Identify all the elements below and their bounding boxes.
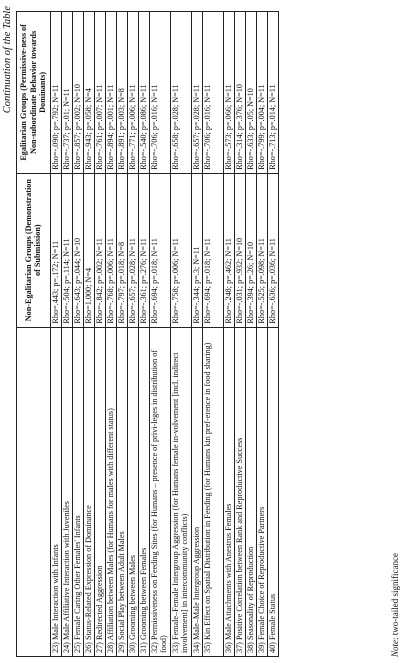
non-egalitarian-cell: Rho=-.525; p=.098; N=11 <box>256 173 267 327</box>
egalitarian-cell: Rho=-.713; p=.014; N=11 <box>267 12 278 174</box>
table-row <box>105 12 116 657</box>
table-row <box>138 12 149 657</box>
non-egalitarian-cell: Rho=-.361; p=.276; N=11 <box>138 173 149 327</box>
non-egalitarian-cell: Rho=-.768; p=.006; N=11 <box>105 173 116 327</box>
note-text: : two-tailed significance <box>390 553 400 640</box>
table-row <box>245 12 256 657</box>
egalitarian-cell: Rho=-.737; p=.01; N=11 <box>61 12 72 174</box>
behavior-cell: 30) Grooming between Males <box>127 327 138 656</box>
behavior-cell: 26) Status-Related Expression of Dominance <box>83 327 94 656</box>
egalitarian-cell: Rho=-.799; p=.004; N=11 <box>256 12 267 174</box>
table-row <box>267 12 278 657</box>
egalitarian-cell: Rho=-.633; p=.05; N=10 <box>245 12 256 174</box>
behavior-cell: 29) Social Play between Adult Males <box>116 327 127 656</box>
non-egalitarian-cell: Rho=-.031; p=.932; N=10 <box>234 173 245 327</box>
non-egalitarian-cell: Rho=.443; p=.172; N=11 <box>50 173 61 327</box>
egalitarian-cell: Rho=-.573; p=.066; N=11 <box>223 12 234 174</box>
behavior-cell: 39) Female Choice of Reproductive Partners <box>256 327 267 656</box>
non-egalitarian-cell: Rho=-.694; p=.018; N=11 <box>149 173 170 327</box>
continuation-label: Continuation of the Table <box>2 6 13 114</box>
egalitarian-cell: Rho=-.314; p=.376; N=10 <box>234 12 245 174</box>
table-row <box>191 12 202 657</box>
behavior-cell: 35) Kin Effect on Spatial Distribution in Feeding (for Humans kin pref-erence in food sharing) <box>202 327 223 656</box>
correlation-table <box>16 11 279 657</box>
behavior-cell: 23) Male Interaction with Infants <box>50 327 61 656</box>
table-row <box>94 12 105 657</box>
header-behavior <box>17 327 51 656</box>
table-row <box>72 12 83 657</box>
non-egalitarian-cell: Rho=-.394; p=.26; N=10 <box>245 173 256 327</box>
non-egalitarian-cell: Rho=-.694; p=.018; N=11 <box>202 173 223 327</box>
egalitarian-cell: Rho=-.771; p=.006; N=11 <box>127 12 138 174</box>
non-egalitarian-cell: Rho=-.657; p=.028; N=11 <box>127 173 138 327</box>
table-row <box>83 12 94 657</box>
egalitarian-cell: Rho=-.540; p=.086; N=11 <box>138 12 149 174</box>
behavior-cell: 37) Positive Correlation between Rank and Reproductive Success <box>234 327 245 656</box>
behavior-cell: 31) Grooming between Females <box>138 327 149 656</box>
table-header-row <box>17 12 51 657</box>
behavior-cell: 33) Female–Female Intergroup Aggression (for Humans female in-volvement [incl. indirect involvement] in intercommunity conflicts) <box>170 327 191 656</box>
egalitarian-cell: Rho=-.658; p=.028; N=11 <box>170 12 191 174</box>
egalitarian-cell: Rho=-.761; p=.007; N=11 <box>94 12 105 174</box>
egalitarian-cell: Rho=-.894; p=.001; N=11 <box>105 12 116 174</box>
header-egalitarian: Egalitarian Groups (Permissive-ness of Non-subordinate Behavior towards Dominants) <box>17 12 51 174</box>
non-egalitarian-cell: Rho=-.643; p=.044; N=10 <box>72 173 83 327</box>
header-non-egalitarian: Non-Egalitarian Groups (Demonstration of Submission) <box>17 173 51 327</box>
table-row <box>149 12 170 657</box>
table-row <box>234 12 245 657</box>
egalitarian-cell: Rho=-.706; p=.016; N=11 <box>149 12 170 174</box>
table-body <box>50 12 278 657</box>
behavior-cell: 36) Male Attachments with Anestrus Females <box>223 327 234 656</box>
table-row <box>202 12 223 657</box>
behavior-cell: 24) Male Affiliative Interaction with Juveniles <box>61 327 72 656</box>
non-egalitarian-cell: Rho=-.842; p=.002; N=11 <box>94 173 105 327</box>
table-row <box>127 12 138 657</box>
table-row <box>116 12 127 657</box>
non-egalitarian-cell: Rho=-.636; p=.036; N=11 <box>267 173 278 327</box>
egalitarian-cell: Rho=-.657; p=.028; N=11 <box>191 12 202 174</box>
egalitarian-cell: Rho=-.090; p=.792; N=11 <box>50 12 61 174</box>
non-egalitarian-cell: Rho=-.344; p=.3; N=11 <box>191 173 202 327</box>
egalitarian-cell: Rho=-.857; p=.002; N=10 <box>72 12 83 174</box>
table-row <box>223 12 234 657</box>
egalitarian-cell: Rho=-.706; p=.016; N=11 <box>202 12 223 174</box>
table-row <box>256 12 267 657</box>
behavior-cell: 40) Female Status <box>267 327 278 656</box>
behavior-cell: 28) Affiliation between Males (for Humans for males with different status) <box>105 327 116 656</box>
non-egalitarian-cell: Rho=1.000; N=4 <box>83 173 94 327</box>
behavior-cell: 25) Female Caring Other Females' Infants <box>72 327 83 656</box>
non-egalitarian-cell: Rho=-.758; p=.006; N=11 <box>170 173 191 327</box>
note-label: Note <box>390 640 400 657</box>
non-egalitarian-cell: Rho=-.504; p=.114; N=11 <box>61 173 72 327</box>
table-note <box>390 553 400 657</box>
non-egalitarian-cell: Rho=-.248; p=.462; N=11 <box>223 173 234 327</box>
egalitarian-cell: Rho=-.891; p=.003; N=8 <box>116 12 127 174</box>
behavior-cell: 34) Male–Male Intergroup Aggression <box>191 327 202 656</box>
egalitarian-cell: Rho=-.943; p=.058; N=4 <box>83 12 94 174</box>
table-row <box>50 12 61 657</box>
non-egalitarian-cell: Rho=-.797; p=.018; N=8 <box>116 173 127 327</box>
behavior-cell: 27) Redirected Aggression <box>94 327 105 656</box>
behavior-cell: 32) Permissiveness on Feeding Sites (for Humans – presence of privi-leges in distribution of food) <box>149 327 170 656</box>
table-row <box>170 12 191 657</box>
table-row <box>61 12 72 657</box>
behavior-cell: 38) Seasonality of Reproduction <box>245 327 256 656</box>
